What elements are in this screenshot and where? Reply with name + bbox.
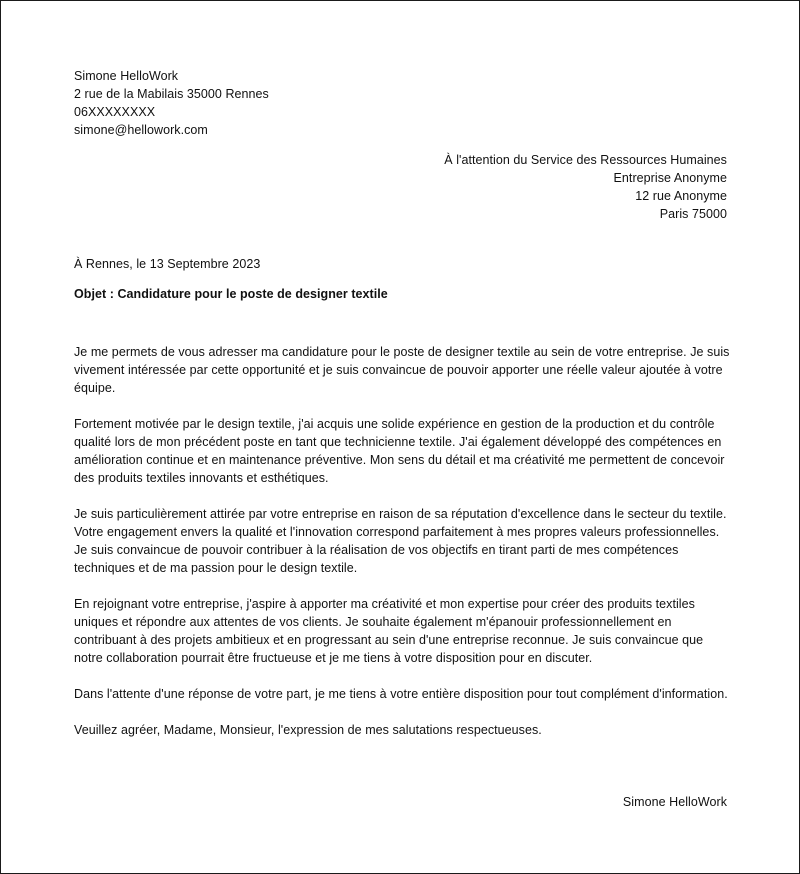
sender-name: Simone HelloWork bbox=[74, 69, 179, 83]
recipient-block bbox=[444, 151, 727, 223]
recipient-street: 12 rue Anonyme bbox=[635, 189, 727, 203]
date-line: À Rennes, le 13 Septembre 2023 bbox=[74, 257, 261, 271]
sender-email: simone@hellowork.com bbox=[74, 123, 208, 137]
subject-line: Objet : Candidature pour le poste de designer textile bbox=[74, 287, 388, 301]
recipient-city: Paris 75000 bbox=[659, 207, 727, 221]
signature: Simone HelloWork bbox=[622, 795, 727, 809]
sender-address: 2 rue de la Mabilais 35000 Rennes bbox=[74, 87, 269, 101]
body-paragraph: Dans l'attente d'une réponse de votre part, je me tiens à votre entière disposition pour tout complément d'information. bbox=[74, 687, 728, 701]
body-paragraph: Fortement motivée par le design textile, j'ai acquis une solide expérience en gestion de la production et du contrôle qualité lors de mon précédent poste en tant que technicienne textile. J'ai également développé des compétences en amélioration continue et en maintenance préventive. Mon sens du détail et ma créativité me permettent de concevoir des produits textiles innovants et esthétiques. bbox=[74, 417, 725, 485]
body-paragraph: Veuillez agréer, Madame, Monsieur, l'expression de mes salutations respectueuses. bbox=[74, 723, 542, 737]
body-paragraph: En rejoignant votre entreprise, j'aspire à apporter ma créativité et mon expertise pour créer des produits textiles uniques et répondre aux attentes de vos clients. Je souhaite également m'épanouir professionnellement en contribuant à des projets ambitieux et en progressant au sein d'une entreprise reconnue. Je suis convaincue que notre collaboration pourrait être fructueuse et je me tiens à votre disposition pour en discuter. bbox=[74, 597, 704, 665]
body-paragraph: Je suis particulièrement attirée par votre entreprise en raison de sa réputation d'excellence dans le secteur du textile. Votre engagement envers la qualité et l'innovation correspond parfaitement à mes propres valeurs professionnelles. Je suis convaincue de pouvoir contribuer à la réalisation de vos objectifs en tirant parti de mes compétences techniques et de ma passion pour le design textile. bbox=[74, 507, 727, 575]
recipient-company: Entreprise Anonyme bbox=[613, 171, 727, 185]
letter-body bbox=[74, 343, 734, 757]
body-paragraph: Je me permets de vous adresser ma candidature pour le poste de designer textile au sein de votre entreprise. Je suis vivement intéressée par cette opportunité et je suis convaincue de pouvoir apporter une réelle valeur ajoutée à votre équipe. bbox=[74, 345, 730, 395]
sender-phone: 06XXXXXXXX bbox=[74, 105, 156, 119]
recipient-attention: À l'attention du Service des Ressources Humaines bbox=[444, 153, 727, 167]
sender-block bbox=[74, 67, 269, 139]
